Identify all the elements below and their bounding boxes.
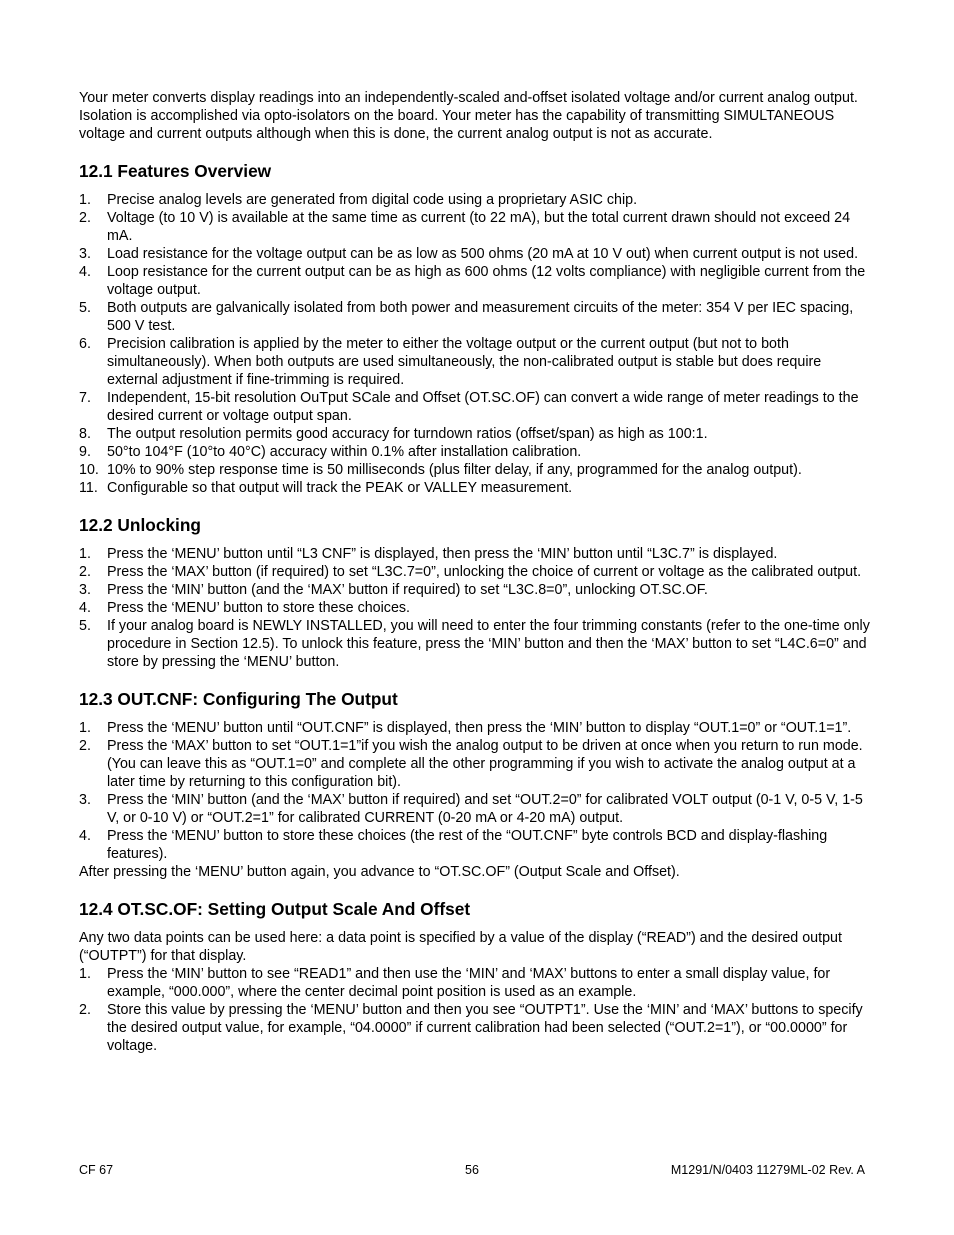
list-item: 2. Store this value by pressing the ‘MENU’ button and then you see “OUTPT1”. Use the ‘MIN’ and ‘MAX’ buttons to specify the desired output value, for example, “04.0000” if current calibration had been selected (“OUT.2=1”), or “00.0000” for voltage. xyxy=(79,1002,863,1054)
unlocking-list xyxy=(79,545,875,671)
list-item: 2. Voltage (to 10 V) is available at the same time as current (to 22 mA), but the total current drawn should not exceed 24 mA. xyxy=(79,210,851,244)
list-item: 2. Press the ‘MAX’ button (if required) to set “L3C.7=0”, unlocking the choice of current or voltage as the calibrated output. xyxy=(79,564,862,580)
list-item: 4. Press the ‘MENU’ button to store these choices (the rest of the “OUT.CNF” byte controls BCD and display-flashing features). xyxy=(79,828,828,862)
list-item: 11. Configurable so that output will track the PEAK or VALLEY measurement. xyxy=(79,480,573,496)
section-heading-out-cnf: 12.3 OUT.CNF: Configuring The Output xyxy=(79,689,398,709)
footer-revision: M1291/N/0403 11279ML-02 Rev. A xyxy=(670,1163,865,1177)
list-item: 9. 50°to 104°F (10°to 40°C) accuracy within 0.1% after installation calibration. xyxy=(79,444,582,460)
list-item: 4. Press the ‘MENU’ button to store these choices. xyxy=(79,600,411,616)
list-item: 5. If your analog board is NEWLY INSTALLED, you will need to enter the four trimming constants (refer to the one-time only procedure in Section 12.5). To unlock this feature, press the ‘MIN’ button and then the ‘MAX’ button to set “L4C.6=0” and store by pressing the ‘MENU’ button. xyxy=(79,618,870,670)
list-item: 6. Precision calibration is applied by the meter to either the voltage output or the current output (but not to both simultaneously). When both outputs are used simultaneously, the non-calibrated output is stable but does require external adjustment if fine-trimming is required. xyxy=(79,336,822,388)
list-item: 1. Precise analog levels are generated from digital code using a proprietary ASIC chip. xyxy=(79,192,638,208)
list-item: 3. Press the ‘MIN’ button (and the ‘MAX’ button if required) and set “OUT.2=0” for calibrated VOLT output (0-1 V, 0-5 V, 1-5 V, or 0-10 V) or “OUT.2=1” for calibrated CURRENT (0-20 mA or 4-20 mA) output. xyxy=(79,792,863,826)
footer-doc-code: CF 67 xyxy=(79,1163,114,1177)
list-item: 1. Press the ‘MENU’ button until “OUT.CNF” is displayed, then press the ‘MIN’ button to display “OUT.1=0” or “OUT.1=1”. xyxy=(79,720,852,736)
list-item: 8. The output resolution permits good accuracy for turndown ratios (offset/span) as high as 100:1. xyxy=(79,426,708,442)
list-item: 7. Independent, 15-bit resolution OuTput SCale and Offset (OT.SC.OF) can convert a wide range of meter readings to the desired current or voltage output span. xyxy=(79,390,859,424)
out-cnf-list xyxy=(79,719,875,863)
footer-page-number: 56 xyxy=(465,1163,479,1177)
out-cnf-after-note: After pressing the ‘MENU’ button again, you advance to “OT.SC.OF” (Output Scale and Offset). xyxy=(79,864,680,880)
ot-sc-of-list xyxy=(79,965,875,1055)
list-item: 3. Press the ‘MIN’ button (and the ‘MAX’ button if required) to set “L3C.8=0”, unlocking OT.SC.OF. xyxy=(79,582,708,598)
ot-sc-of-intro: Any two data points can be used here: a data point is specified by a value of the display (“READ”) and the desired output (“OUTPT”) for that display. xyxy=(79,930,842,964)
list-item: 1. Press the ‘MENU’ button until “L3 CNF” is displayed, then press the ‘MIN’ button until “L3C.7” is displayed. xyxy=(79,546,778,562)
intro-paragraph: Your meter converts display readings into an independently-scaled and-offset isolated voltage and/or current analog output. Isolation is accomplished via opto-isolators on the board. Your meter has the capability of transmitting SIMULTANEOUS voltage and current outputs although when this is done, the current analog output is not as accurate. xyxy=(79,90,858,142)
features-list xyxy=(79,191,875,497)
list-item: 4. Loop resistance for the current output can be as high as 600 ohms (12 volts compliance) with negligible current from the voltage output. xyxy=(79,264,866,298)
list-item: 1. Press the ‘MIN’ button to see “READ1” and then use the ‘MIN’ and ‘MAX’ buttons to enter a small display value, for example, “000.000”, where the center decimal point position is used as an example. xyxy=(79,966,831,1000)
list-item: 3. Load resistance for the voltage output can be as low as 500 ohms (20 mA at 10 V out) when current output is not used. xyxy=(79,246,859,262)
section-heading-unlocking: 12.2 Unlocking xyxy=(79,515,201,535)
list-item: 5. Both outputs are galvanically isolated from both power and measurement circuits of the meter: 354 V per IEC spacing, 500 V test. xyxy=(79,300,854,334)
list-item: 2. Press the ‘MAX’ button to set “OUT.1=1”if you wish the analog output to be driven at once when you return to run mode. (You can leave this as “OUT.1=0” and complete all the other programming if you wish to activate the analog output at a later time by returning to this configuration bit). xyxy=(79,738,863,790)
list-item: 10. 10% to 90% step response time is 50 milliseconds (plus filter delay, if any, programmed for the analog output). xyxy=(79,462,802,478)
section-heading-features: 12.1 Features Overview xyxy=(79,161,272,181)
section-heading-ot-sc-of: 12.4 OT.SC.OF: Setting Output Scale And Offset xyxy=(79,899,471,919)
document-page xyxy=(79,89,875,1055)
